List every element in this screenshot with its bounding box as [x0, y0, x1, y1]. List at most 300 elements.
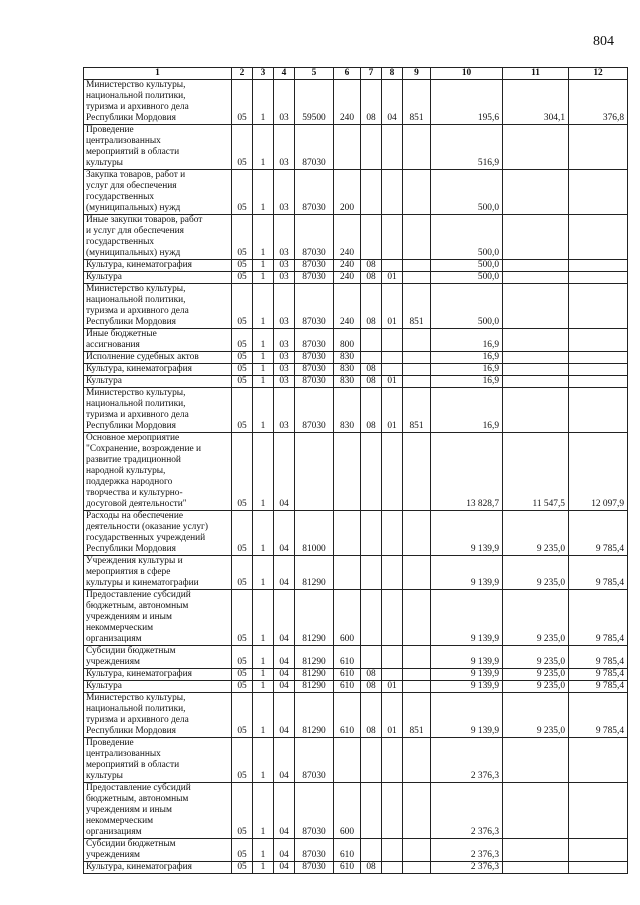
- item-name-cell: [84, 693, 232, 738]
- code-cell-c9: [403, 590, 431, 646]
- item-name-cell: [84, 272, 232, 284]
- code-cell-c2: 05: [232, 388, 253, 433]
- amount-cell-c12: 9 785,4: [569, 646, 628, 669]
- item-name-line: Культура, кинематография: [86, 862, 192, 872]
- table-row: [84, 590, 628, 646]
- amount-cell-c10: 16,9: [431, 364, 503, 376]
- code-cell-c2: 05: [232, 669, 253, 681]
- item-name-line: Министерство культуры,: [86, 693, 186, 703]
- item-name-cell: [84, 80, 232, 125]
- amount-cell-c10: 2 376,3: [431, 783, 503, 839]
- item-name-line: Республики Мордовия: [86, 544, 176, 554]
- code-cell-c9: 851: [403, 284, 431, 329]
- code-cell-c3: 1: [253, 556, 274, 590]
- code-cell-c6: 240: [334, 80, 361, 125]
- code-cell-c3: 1: [253, 284, 274, 329]
- item-name-line: Проведение: [86, 125, 134, 135]
- code-cell-c7: 08: [361, 862, 382, 874]
- table-row: [84, 284, 628, 329]
- table-row: [84, 215, 628, 260]
- code-cell-c6: 610: [334, 669, 361, 681]
- item-name-line: Иные бюджетные: [86, 329, 157, 339]
- code-cell-c3: 1: [253, 272, 274, 284]
- code-cell-c5: 87030: [295, 783, 334, 839]
- code-cell-c5: 81290: [295, 693, 334, 738]
- amount-cell-c11: 9 235,0: [503, 511, 569, 556]
- amount-cell-c10: 9 139,9: [431, 590, 503, 646]
- code-cell-c2: 05: [232, 272, 253, 284]
- amount-cell-c10: 9 139,9: [431, 681, 503, 693]
- item-name-cell: [84, 862, 232, 874]
- amount-cell-c11: [503, 839, 569, 862]
- code-cell-c5: 87030: [295, 272, 334, 284]
- amount-cell-c12: [569, 862, 628, 874]
- item-name-line: бюджетным, автономным: [86, 601, 189, 611]
- code-cell-c9: [403, 260, 431, 272]
- amount-cell-c12: [569, 388, 628, 433]
- item-name-line: централизованных: [86, 749, 161, 759]
- item-name-line: государственных: [86, 192, 155, 202]
- amount-cell-c12: 9 785,4: [569, 669, 628, 681]
- item-name-line: Республики Мордовия: [86, 317, 176, 327]
- table-row: [84, 646, 628, 669]
- code-cell-c8: 01: [382, 681, 403, 693]
- amount-cell-c12: [569, 376, 628, 388]
- column-header-4: 4: [274, 68, 295, 80]
- amount-cell-c11: 9 235,0: [503, 556, 569, 590]
- item-name-line: творчества и культурно-: [86, 488, 183, 498]
- code-cell-c3: 1: [253, 364, 274, 376]
- column-header-1: 1: [84, 68, 232, 80]
- code-cell-c2: 05: [232, 170, 253, 215]
- code-cell-c8: [382, 352, 403, 364]
- code-cell-c2: 05: [232, 693, 253, 738]
- code-cell-c3: 1: [253, 590, 274, 646]
- code-cell-c8: [382, 215, 403, 260]
- code-cell-c4: 03: [274, 352, 295, 364]
- code-cell-c6: 240: [334, 284, 361, 329]
- code-cell-c3: 1: [253, 125, 274, 170]
- code-cell-c5: 81000: [295, 511, 334, 556]
- item-name-line: Республики Мордовия: [86, 421, 176, 431]
- item-name-line: культуры и кинематографии: [86, 578, 199, 588]
- column-header-6: 6: [334, 68, 361, 80]
- code-cell-c7: [361, 170, 382, 215]
- amount-cell-c10: 16,9: [431, 352, 503, 364]
- amount-cell-c11: [503, 329, 569, 352]
- code-cell-c6: 600: [334, 590, 361, 646]
- item-name-line: мероприятий в области: [86, 760, 180, 770]
- code-cell-c3: 1: [253, 352, 274, 364]
- item-name-line: Культура: [86, 272, 122, 282]
- amount-cell-c12: [569, 260, 628, 272]
- item-name-cell: [84, 388, 232, 433]
- item-name-line: национальной политики,: [86, 704, 186, 714]
- item-name-cell: [84, 669, 232, 681]
- code-cell-c5: 87030: [295, 862, 334, 874]
- code-cell-c7: [361, 556, 382, 590]
- item-name-cell: [84, 364, 232, 376]
- code-cell-c9: [403, 125, 431, 170]
- item-name-cell: [84, 556, 232, 590]
- code-cell-c7: [361, 646, 382, 669]
- code-cell-c4: 03: [274, 284, 295, 329]
- item-name-cell: [84, 376, 232, 388]
- item-name-line: некоммерческим: [86, 816, 154, 826]
- code-cell-c8: 01: [382, 693, 403, 738]
- table-row: [84, 272, 628, 284]
- amount-cell-c11: [503, 272, 569, 284]
- item-name-line: Учреждения культуры и: [86, 556, 183, 566]
- code-cell-c2: 05: [232, 433, 253, 511]
- amount-cell-c11: [503, 862, 569, 874]
- code-cell-c8: 01: [382, 284, 403, 329]
- amount-cell-c12: [569, 284, 628, 329]
- code-cell-c3: 1: [253, 669, 274, 681]
- code-cell-c2: 05: [232, 511, 253, 556]
- amount-cell-c10: 16,9: [431, 388, 503, 433]
- code-cell-c6: 240: [334, 260, 361, 272]
- code-cell-c9: [403, 215, 431, 260]
- amount-cell-c11: [503, 284, 569, 329]
- code-cell-c7: 08: [361, 284, 382, 329]
- item-name-line: организациям: [86, 634, 142, 644]
- code-cell-c9: [403, 352, 431, 364]
- code-cell-c8: [382, 170, 403, 215]
- item-name-line: учреждениям и иным: [86, 612, 172, 622]
- amount-cell-c12: [569, 329, 628, 352]
- code-cell-c3: 1: [253, 511, 274, 556]
- item-name-line: Иные закупки товаров, работ: [86, 215, 203, 225]
- code-cell-c4: 04: [274, 738, 295, 783]
- code-cell-c7: [361, 511, 382, 556]
- code-cell-c5: 59500: [295, 80, 334, 125]
- code-cell-c6: 200: [334, 170, 361, 215]
- table-row: [84, 556, 628, 590]
- table-body: [84, 80, 628, 874]
- item-name-cell: [84, 783, 232, 839]
- code-cell-c2: 05: [232, 590, 253, 646]
- code-cell-c6: 830: [334, 376, 361, 388]
- code-cell-c3: 1: [253, 783, 274, 839]
- code-cell-c4: 04: [274, 839, 295, 862]
- item-name-line: Культура, кинематография: [86, 260, 192, 270]
- amount-cell-c12: 9 785,4: [569, 681, 628, 693]
- code-cell-c9: [403, 783, 431, 839]
- code-cell-c4: 03: [274, 215, 295, 260]
- code-cell-c8: [382, 125, 403, 170]
- item-name-line: Министерство культуры,: [86, 284, 186, 294]
- code-cell-c6: [334, 556, 361, 590]
- item-name-line: учреждениям: [86, 657, 140, 667]
- column-header-11: 11: [503, 68, 569, 80]
- code-cell-c3: 1: [253, 738, 274, 783]
- item-name-line: поддержка народного: [86, 477, 173, 487]
- amount-cell-c12: [569, 215, 628, 260]
- header-row: [84, 68, 628, 80]
- table-row: [84, 433, 628, 511]
- code-cell-c4: 04: [274, 693, 295, 738]
- code-cell-c3: 1: [253, 693, 274, 738]
- code-cell-c8: [382, 738, 403, 783]
- code-cell-c4: 03: [274, 272, 295, 284]
- item-name-line: досуговой деятельности": [86, 499, 187, 509]
- item-name-cell: [84, 352, 232, 364]
- code-cell-c6: [334, 433, 361, 511]
- item-name-cell: [84, 738, 232, 783]
- item-name-line: организациям: [86, 827, 142, 837]
- code-cell-c2: 05: [232, 376, 253, 388]
- code-cell-c4: 04: [274, 511, 295, 556]
- code-cell-c5: 87030: [295, 260, 334, 272]
- code-cell-c7: 08: [361, 272, 382, 284]
- code-cell-c5: 87030: [295, 125, 334, 170]
- code-cell-c8: [382, 556, 403, 590]
- item-name-line: культуры: [86, 771, 123, 781]
- item-name-line: национальной политики,: [86, 295, 186, 305]
- code-cell-c4: 04: [274, 646, 295, 669]
- code-cell-c8: [382, 511, 403, 556]
- item-name-line: Предоставление субсидий: [86, 783, 191, 793]
- item-name-cell: [84, 125, 232, 170]
- amount-cell-c11: [503, 352, 569, 364]
- code-cell-c9: [403, 511, 431, 556]
- code-cell-c8: [382, 260, 403, 272]
- item-name-line: народной культуры,: [86, 466, 166, 476]
- amount-cell-c10: 500,0: [431, 260, 503, 272]
- code-cell-c3: 1: [253, 170, 274, 215]
- amount-cell-c12: [569, 783, 628, 839]
- table-row: [84, 364, 628, 376]
- item-name-line: Республики Мордовия: [86, 113, 176, 123]
- code-cell-c2: 05: [232, 839, 253, 862]
- code-cell-c6: 610: [334, 646, 361, 669]
- code-cell-c6: [334, 511, 361, 556]
- code-cell-c7: 08: [361, 681, 382, 693]
- item-name-line: учреждениям и иным: [86, 805, 172, 815]
- amount-cell-c10: 13 828,7: [431, 433, 503, 511]
- item-name-cell: [84, 284, 232, 329]
- code-cell-c6: 830: [334, 388, 361, 433]
- code-cell-c9: 851: [403, 80, 431, 125]
- code-cell-c3: 1: [253, 433, 274, 511]
- item-name-line: Исполнение судебных актов: [86, 352, 199, 362]
- amount-cell-c12: [569, 125, 628, 170]
- code-cell-c9: [403, 669, 431, 681]
- code-cell-c8: [382, 364, 403, 376]
- code-cell-c9: [403, 862, 431, 874]
- table-row: [84, 80, 628, 125]
- code-cell-c3: 1: [253, 260, 274, 272]
- amount-cell-c11: 9 235,0: [503, 693, 569, 738]
- code-cell-c2: 05: [232, 738, 253, 783]
- code-cell-c9: [403, 170, 431, 215]
- code-cell-c4: 04: [274, 433, 295, 511]
- code-cell-c8: [382, 862, 403, 874]
- amount-cell-c10: 195,6: [431, 80, 503, 125]
- code-cell-c3: 1: [253, 215, 274, 260]
- code-cell-c2: 05: [232, 364, 253, 376]
- item-name-line: некоммерческим: [86, 623, 154, 633]
- code-cell-c7: [361, 783, 382, 839]
- code-cell-c3: 1: [253, 376, 274, 388]
- code-cell-c8: [382, 590, 403, 646]
- code-cell-c6: 240: [334, 272, 361, 284]
- code-cell-c3: 1: [253, 862, 274, 874]
- code-cell-c4: 03: [274, 329, 295, 352]
- amount-cell-c11: 11 547,5: [503, 433, 569, 511]
- code-cell-c4: 04: [274, 681, 295, 693]
- item-name-line: туризма и архивного дела: [86, 102, 189, 112]
- code-cell-c4: 03: [274, 80, 295, 125]
- amount-cell-c11: [503, 215, 569, 260]
- code-cell-c4: 03: [274, 260, 295, 272]
- item-name-line: Культура, кинематография: [86, 364, 192, 374]
- item-name-cell: [84, 511, 232, 556]
- item-name-line: бюджетным, автономным: [86, 794, 189, 804]
- code-cell-c7: 08: [361, 388, 382, 433]
- table-row: [84, 681, 628, 693]
- item-name-cell: [84, 681, 232, 693]
- amount-cell-c10: 500,0: [431, 284, 503, 329]
- amount-cell-c10: 2 376,3: [431, 738, 503, 783]
- code-cell-c7: 08: [361, 364, 382, 376]
- item-name-line: развитие традиционной: [86, 455, 181, 465]
- amount-cell-c10: 9 139,9: [431, 646, 503, 669]
- code-cell-c8: 01: [382, 272, 403, 284]
- code-cell-c7: [361, 590, 382, 646]
- code-cell-c5: 87030: [295, 284, 334, 329]
- code-cell-c8: [382, 646, 403, 669]
- code-cell-c5: 87030: [295, 352, 334, 364]
- amount-cell-c12: 12 097,9: [569, 433, 628, 511]
- amount-cell-c10: 9 139,9: [431, 693, 503, 738]
- code-cell-c4: 03: [274, 170, 295, 215]
- amount-cell-c10: 9 139,9: [431, 511, 503, 556]
- amount-cell-c11: 9 235,0: [503, 646, 569, 669]
- code-cell-c6: 610: [334, 839, 361, 862]
- amount-cell-c12: 9 785,4: [569, 556, 628, 590]
- amount-cell-c10: 500,0: [431, 170, 503, 215]
- item-name-line: Проведение: [86, 738, 134, 748]
- table-row: [84, 388, 628, 433]
- amount-cell-c11: [503, 260, 569, 272]
- code-cell-c5: 87030: [295, 388, 334, 433]
- item-name-cell: [84, 590, 232, 646]
- amount-cell-c10: 2 376,3: [431, 839, 503, 862]
- table-row: [84, 511, 628, 556]
- item-name-cell: [84, 433, 232, 511]
- column-header-12: 12: [569, 68, 628, 80]
- code-cell-c5: 87030: [295, 839, 334, 862]
- code-cell-c7: [361, 215, 382, 260]
- item-name-line: национальной политики,: [86, 91, 186, 101]
- amount-cell-c10: 516,9: [431, 125, 503, 170]
- code-cell-c3: 1: [253, 80, 274, 125]
- table-row: [84, 170, 628, 215]
- table-row: [84, 352, 628, 364]
- amount-cell-c11: [503, 388, 569, 433]
- code-cell-c4: 04: [274, 556, 295, 590]
- amount-cell-c12: 9 785,4: [569, 590, 628, 646]
- code-cell-c6: 600: [334, 783, 361, 839]
- code-cell-c8: 01: [382, 388, 403, 433]
- item-name-line: Министерство культуры,: [86, 80, 186, 90]
- item-name-line: Закупка товаров, работ и: [86, 170, 186, 180]
- amount-cell-c12: [569, 352, 628, 364]
- code-cell-c5: 81290: [295, 646, 334, 669]
- code-cell-c6: 610: [334, 681, 361, 693]
- item-name-line: Культура, кинематография: [86, 669, 192, 679]
- item-name-line: Культура: [86, 681, 122, 691]
- code-cell-c5: 87030: [295, 376, 334, 388]
- item-name-cell: [84, 215, 232, 260]
- item-name-line: услуг для обеспечения: [86, 181, 177, 191]
- code-cell-c4: 03: [274, 364, 295, 376]
- code-cell-c5: 81290: [295, 669, 334, 681]
- table-row: [84, 376, 628, 388]
- code-cell-c5: 87030: [295, 170, 334, 215]
- code-cell-c4: 03: [274, 376, 295, 388]
- code-cell-c2: 05: [232, 783, 253, 839]
- item-name-line: Предоставление субсидий: [86, 590, 191, 600]
- code-cell-c7: 08: [361, 669, 382, 681]
- code-cell-c5: 87030: [295, 329, 334, 352]
- amount-cell-c11: 9 235,0: [503, 681, 569, 693]
- code-cell-c9: [403, 681, 431, 693]
- table-row: [84, 329, 628, 352]
- item-name-line: централизованных: [86, 136, 161, 146]
- code-cell-c6: 830: [334, 364, 361, 376]
- column-header-8: 8: [382, 68, 403, 80]
- item-name-line: учреждениям: [86, 850, 140, 860]
- code-cell-c7: [361, 839, 382, 862]
- code-cell-c6: 240: [334, 215, 361, 260]
- code-cell-c3: 1: [253, 839, 274, 862]
- item-name-line: мероприятий в области: [86, 147, 180, 157]
- item-name-cell: [84, 646, 232, 669]
- code-cell-c3: 1: [253, 329, 274, 352]
- item-name-cell: [84, 170, 232, 215]
- item-name-line: туризма и архивного дела: [86, 410, 189, 420]
- code-cell-c9: [403, 839, 431, 862]
- amount-cell-c10: 500,0: [431, 272, 503, 284]
- item-name-line: Основное мероприятие: [86, 433, 180, 443]
- table-row: [84, 839, 628, 862]
- page-number: 804: [593, 34, 614, 49]
- item-name-line: Министерство культуры,: [86, 388, 186, 398]
- amount-cell-c12: [569, 364, 628, 376]
- code-cell-c6: 610: [334, 693, 361, 738]
- code-cell-c3: 1: [253, 646, 274, 669]
- item-name-line: туризма и архивного дела: [86, 715, 189, 725]
- code-cell-c9: [403, 738, 431, 783]
- code-cell-c9: 851: [403, 693, 431, 738]
- code-cell-c7: [361, 329, 382, 352]
- amount-cell-c10: 2 376,3: [431, 862, 503, 874]
- code-cell-c8: [382, 839, 403, 862]
- code-cell-c8: [382, 783, 403, 839]
- amount-cell-c10: 16,9: [431, 329, 503, 352]
- amount-cell-c11: [503, 170, 569, 215]
- code-cell-c7: 08: [361, 376, 382, 388]
- amount-cell-c11: [503, 783, 569, 839]
- item-name-line: ассигнования: [86, 340, 140, 350]
- code-cell-c2: 05: [232, 284, 253, 329]
- item-name-line: Культура: [86, 376, 122, 386]
- amount-cell-c11: 9 235,0: [503, 590, 569, 646]
- code-cell-c2: 05: [232, 329, 253, 352]
